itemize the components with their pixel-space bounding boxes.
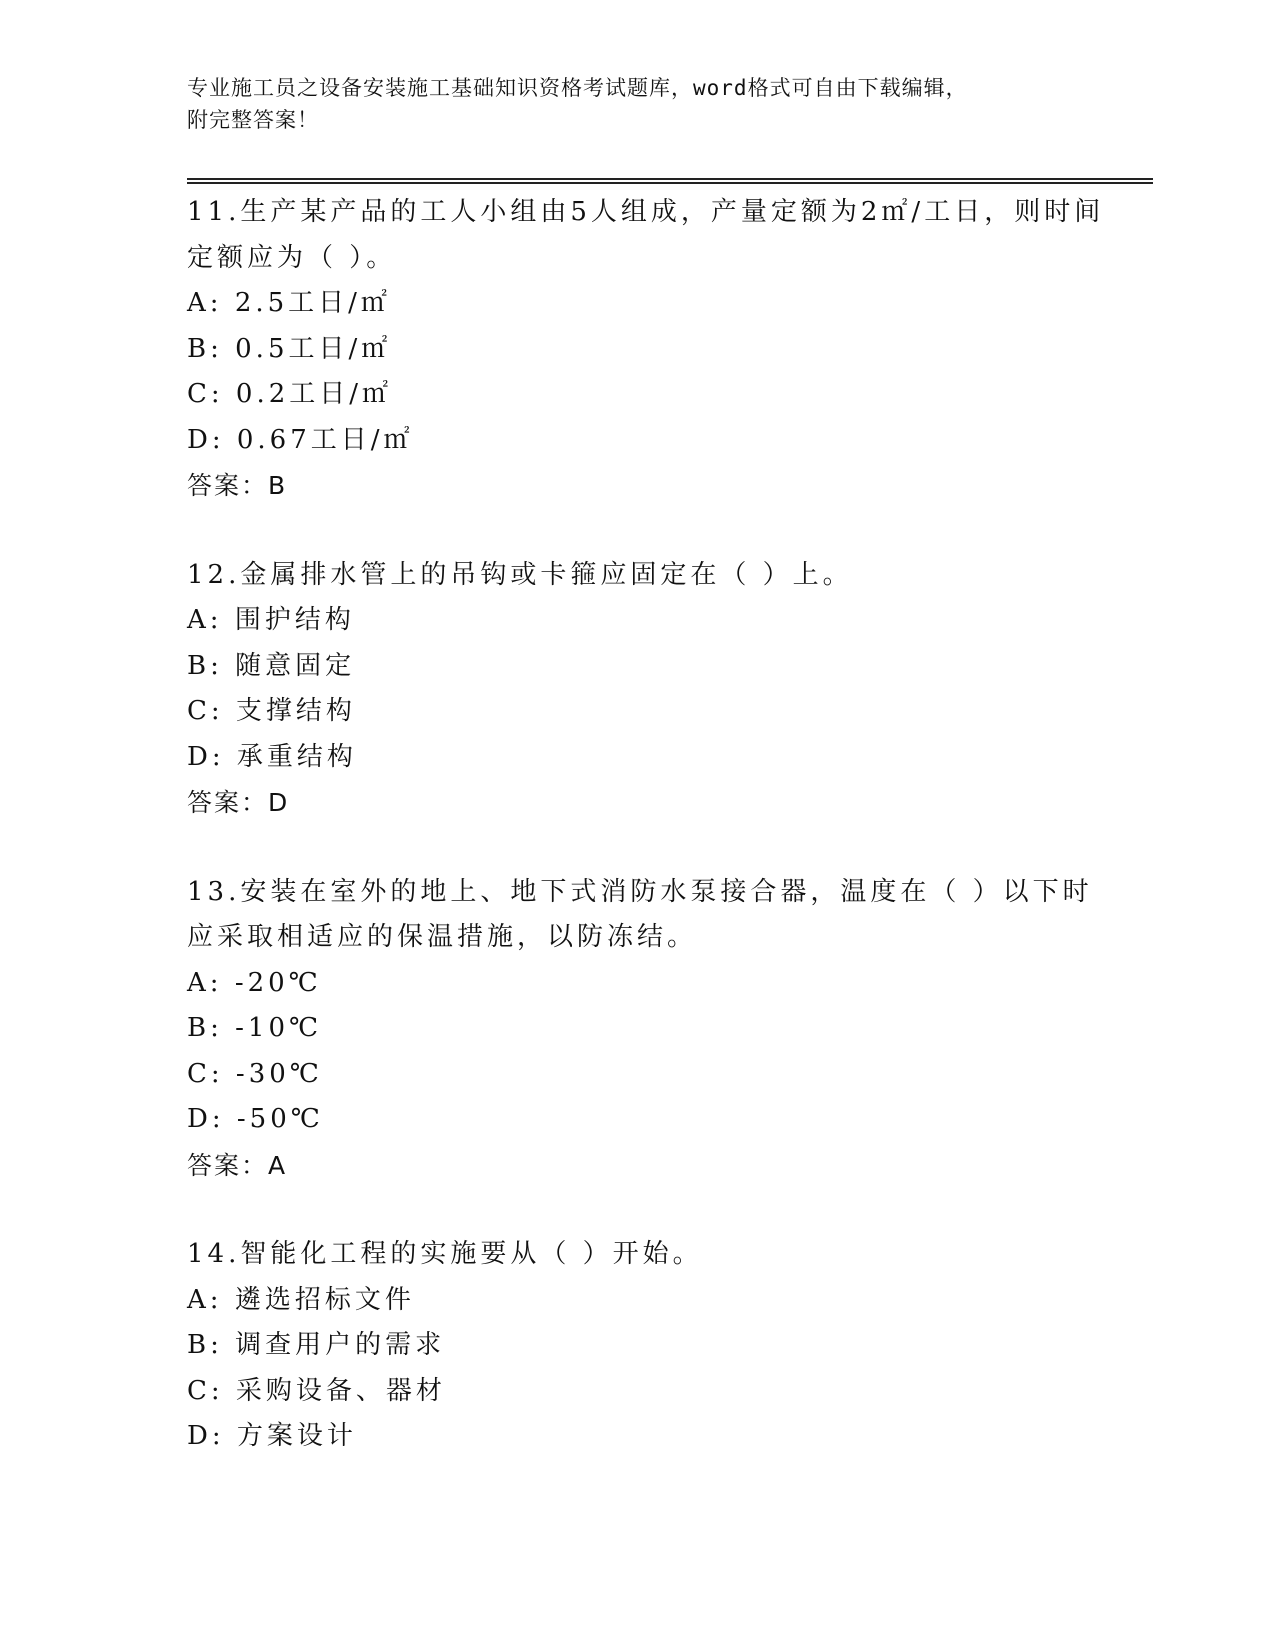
option-letter: C: <box>187 696 224 726</box>
option-text: 承重结构 <box>236 741 357 772</box>
option-letter: B: <box>187 1330 223 1360</box>
option-a <box>187 281 1087 327</box>
option-text: -50℃ <box>236 1104 324 1134</box>
option-letter: B: <box>187 333 223 364</box>
option-letter: C: <box>187 1058 224 1089</box>
option-text: -20℃ <box>234 967 322 998</box>
option-b <box>187 327 1087 373</box>
option-b <box>187 1006 1087 1052</box>
option-letter: A: <box>187 967 223 998</box>
option-c <box>187 1052 1087 1098</box>
question-11 <box>187 190 1105 509</box>
option-c <box>187 372 1087 418</box>
question-stem-line: 应采取相适应的保温措施，以防冻结。 <box>187 922 698 952</box>
header-divider-top <box>187 178 1153 180</box>
question-stem-line: 11.生产某产品的工人小组由5人组成，产量定额为2㎡/工日，则时间 <box>187 197 1105 227</box>
answer-label: 答案：B <box>187 471 288 500</box>
option-c <box>187 1369 1087 1415</box>
option-text: 支撑结构 <box>235 696 356 726</box>
option-d <box>187 418 1087 464</box>
option-letter: A: <box>187 288 223 318</box>
answer-label: 答案：A <box>187 1150 288 1180</box>
question-stem-line: 14.智能化工程的实施要从（ ）开始。 <box>187 1239 703 1269</box>
option-letter: D: <box>187 1421 225 1451</box>
option-letter: D: <box>187 424 225 455</box>
option-text: 0.2工日/㎡ <box>235 379 393 409</box>
option-a <box>187 1278 1087 1324</box>
header-line-2: 附完整答案！ <box>187 108 319 132</box>
answer-label: 答案：D <box>187 788 290 817</box>
option-text: 围护结构 <box>234 605 355 635</box>
option-letter: D: <box>187 1104 225 1134</box>
option-letter: A: <box>187 1284 223 1315</box>
question-14 <box>187 1232 1087 1460</box>
option-a <box>187 961 1087 1007</box>
option-c <box>187 689 1087 735</box>
option-text: 0.67工日/㎡ <box>236 424 414 455</box>
option-text: 2.5工日/㎡ <box>234 288 391 318</box>
option-text: -30℃ <box>235 1058 323 1089</box>
document-header <box>187 72 1067 136</box>
question-stem-line: 13.安装在室外的地上、地下式消防水泵接合器，温度在（ ）以下时 <box>187 876 1093 907</box>
header-divider-bottom <box>187 182 1153 184</box>
question-stem-line: 12.金属排水管上的吊钩或卡箍应固定在（ ）上。 <box>187 559 853 590</box>
option-text: 遴选招标文件 <box>234 1284 415 1315</box>
option-text: 采购设备、器材 <box>235 1375 446 1406</box>
option-d <box>187 735 1087 781</box>
option-letter: B: <box>187 650 223 681</box>
option-d <box>187 1097 1087 1143</box>
option-text: -10℃ <box>235 1013 323 1043</box>
option-letter: D: <box>187 741 225 772</box>
option-text: 随意固定 <box>235 650 356 681</box>
option-b <box>187 644 1087 690</box>
option-text: 方案设计 <box>236 1421 357 1451</box>
question-13 <box>187 870 1093 1189</box>
option-text: 0.5工日/㎡ <box>235 333 392 364</box>
option-letter: C: <box>187 379 224 409</box>
header-line-1: 专业施工员之设备安装施工基础知识资格考试题库，word格式可自由下载编辑， <box>187 76 968 100</box>
option-a <box>187 598 1087 644</box>
question-stem-line: 定额应为（ ）。 <box>187 242 397 273</box>
question-12 <box>187 553 1087 826</box>
question-list <box>187 190 1105 1504</box>
option-d <box>187 1414 1087 1460</box>
option-text: 调查用户的需求 <box>235 1330 446 1360</box>
option-letter: C: <box>187 1375 224 1406</box>
option-letter: B: <box>187 1013 223 1043</box>
option-letter: A: <box>187 605 223 635</box>
option-b <box>187 1323 1087 1369</box>
